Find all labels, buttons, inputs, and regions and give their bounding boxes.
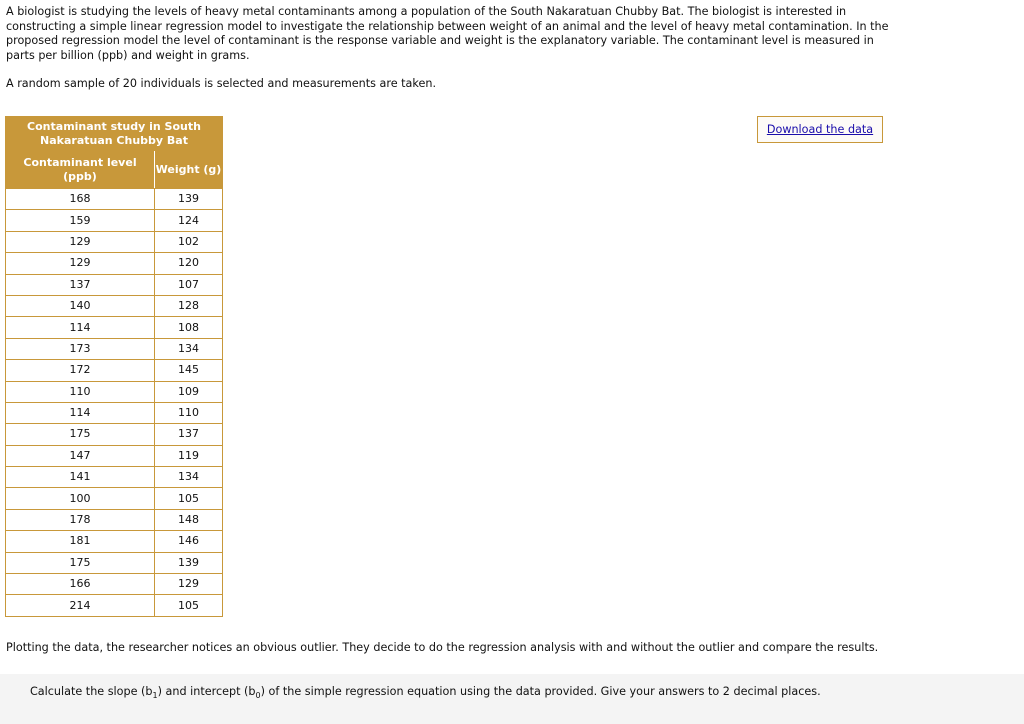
table-row	[6, 509, 223, 530]
contaminant-cell: 147	[6, 445, 155, 466]
intro-paragraph: A biologist is studying the levels of heavy metal contaminants among a population of the South Nakaratuan Chubby Bat. The biologist is interested in constructing a simple linear regression model to investigate the relationship between weight of an animal and the level of heavy metal contamination. In the proposed regression model the level of contaminant is the response variable and weight is the explanatory variable. The contaminant level is measured in parts per billion (ppb) and weight in grams.	[6, 5, 889, 62]
weight-cell: 137	[155, 424, 223, 445]
table-row	[6, 467, 223, 488]
weight-cell: 139	[155, 552, 223, 573]
question-box	[0, 674, 1024, 724]
weight-cell: 107	[155, 274, 223, 295]
weight-cell: 134	[155, 338, 223, 359]
table-row	[6, 488, 223, 509]
weight-cell: 120	[155, 253, 223, 274]
contaminant-cell: 173	[6, 338, 155, 359]
table-row	[6, 531, 223, 552]
contaminant-cell: 141	[6, 467, 155, 488]
table-row	[6, 295, 223, 316]
table-row	[6, 231, 223, 252]
contaminant-cell: 166	[6, 574, 155, 595]
question-part-1: Calculate the slope (b	[30, 685, 153, 698]
contaminant-cell: 110	[6, 381, 155, 402]
weight-cell: 134	[155, 467, 223, 488]
contaminant-table	[5, 116, 223, 617]
weight-cell: 110	[155, 402, 223, 423]
table-row	[6, 338, 223, 359]
column-header-weight: Weight (g)	[155, 151, 223, 189]
weight-cell: 102	[155, 231, 223, 252]
table-row	[6, 424, 223, 445]
table-row	[6, 274, 223, 295]
weight-cell: 148	[155, 509, 223, 530]
slope-subscript: 1	[152, 691, 158, 701]
contaminant-cell: 172	[6, 360, 155, 381]
contaminant-cell: 140	[6, 295, 155, 316]
weight-cell: 105	[155, 488, 223, 509]
contaminant-cell: 114	[6, 317, 155, 338]
weight-cell: 139	[155, 189, 223, 210]
contaminant-cell: 181	[6, 531, 155, 552]
column-header-contaminant: Contaminant level (ppb)	[6, 151, 155, 189]
plot-note: Plotting the data, the researcher notices an obvious outlier. They decide to do the regression analysis with and without the outlier and compare the results.	[6, 641, 879, 654]
table-row	[6, 253, 223, 274]
table-row	[6, 210, 223, 231]
contaminant-cell: 159	[6, 210, 155, 231]
table-caption: Contaminant study in South Nakaratuan Chubby Bat	[6, 117, 223, 151]
contaminant-cell: 175	[6, 424, 155, 445]
table-row	[6, 445, 223, 466]
weight-cell: 145	[155, 360, 223, 381]
contaminant-cell: 214	[6, 595, 155, 616]
table-row	[6, 360, 223, 381]
question-part-2: ) and intercept (b	[157, 685, 256, 698]
question-part-3: ) of the simple regression equation using the data provided. Give your answers to 2 decimal places.	[260, 685, 821, 698]
download-data-link[interactable]: Download the data	[766, 123, 874, 136]
contaminant-cell: 168	[6, 189, 155, 210]
table-row	[6, 381, 223, 402]
weight-cell: 105	[155, 595, 223, 616]
intercept-subscript: 0	[255, 691, 261, 701]
weight-cell: 128	[155, 295, 223, 316]
contaminant-cell: 178	[6, 509, 155, 530]
contaminant-cell: 175	[6, 552, 155, 573]
table-body	[6, 189, 223, 617]
table-row	[6, 317, 223, 338]
weight-cell: 124	[155, 210, 223, 231]
contaminant-cell: 137	[6, 274, 155, 295]
weight-cell: 109	[155, 381, 223, 402]
weight-cell: 108	[155, 317, 223, 338]
contaminant-cell: 129	[6, 253, 155, 274]
table-row	[6, 552, 223, 573]
sample-sentence: A random sample of 20 individuals is selected and measurements are taken.	[6, 77, 437, 90]
table-row	[6, 189, 223, 210]
weight-cell: 146	[155, 531, 223, 552]
table-row	[6, 595, 223, 616]
question-text	[30, 682, 860, 705]
contaminant-cell: 114	[6, 402, 155, 423]
weight-cell: 129	[155, 574, 223, 595]
contaminant-cell: 129	[6, 231, 155, 252]
table-row	[6, 574, 223, 595]
weight-cell: 119	[155, 445, 223, 466]
table-row	[6, 402, 223, 423]
download-box	[757, 116, 883, 143]
contaminant-cell: 100	[6, 488, 155, 509]
